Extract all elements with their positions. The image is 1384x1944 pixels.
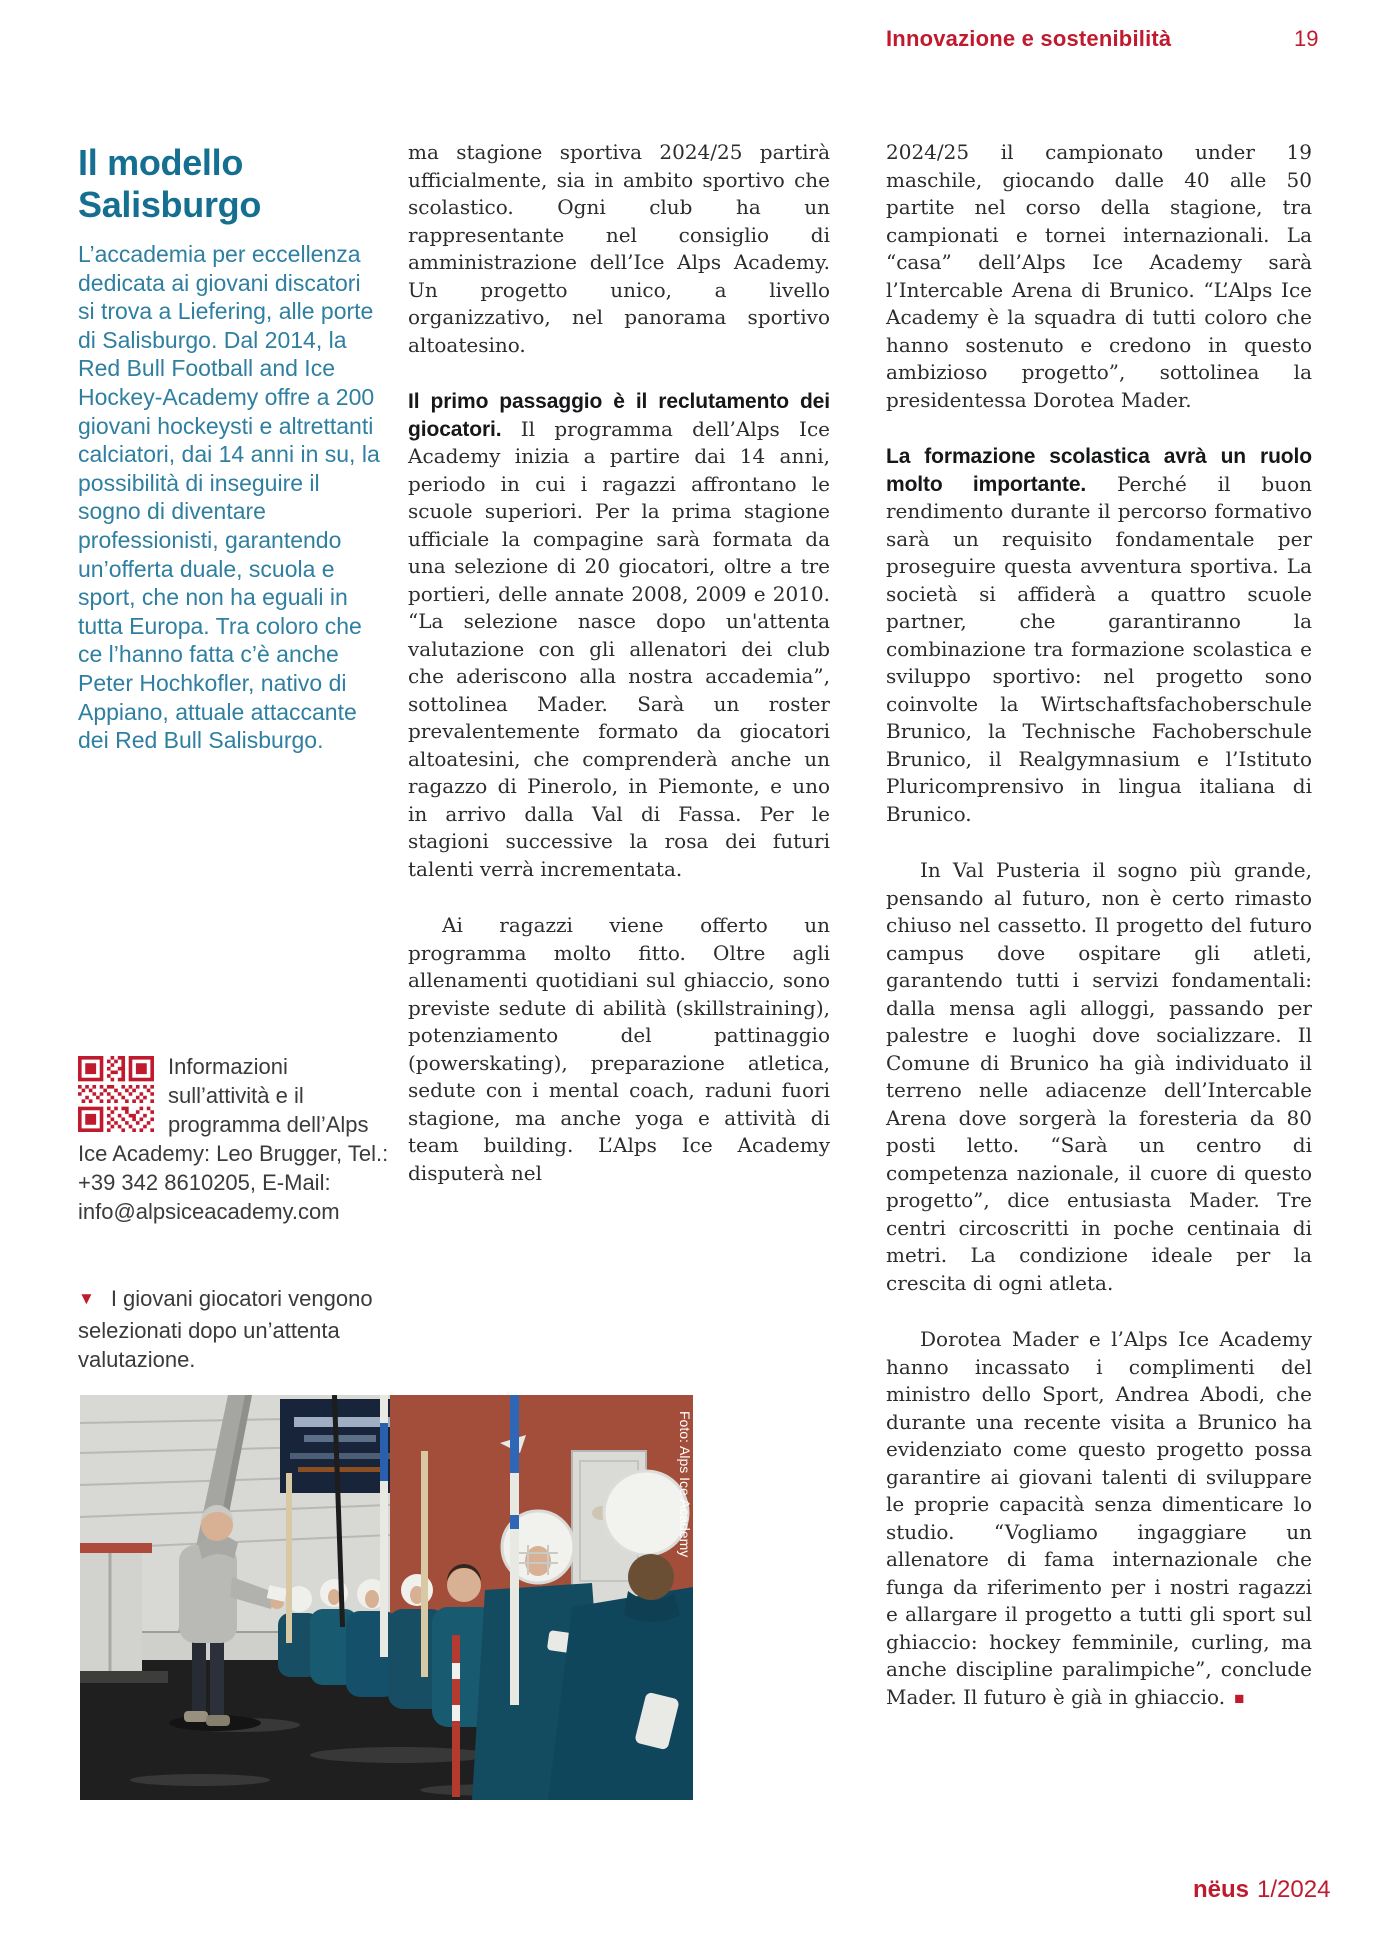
- column3-paragraph-4-text: Dorotea Mader e l’Alps Ice Academy hanno incassato i complimenti del ministro dello Sport, Andrea Abodi, che durante una recente visita a Brunico ha evidenziato come questo progetto possa garantire ai giovani talenti di sviluppare le proprie capacità senza dimenticare lo studio. “Vogliamo ingaggiare un allenatore di fama internazionale che funga da riferimento per i nostri ragazzi e allargare il progetto a tutti gli sport sul ghiaccio: hockey femminile, curling, ma anche discipline paralimpiche”, conclude Mader. Il futuro è già in ghiaccio.: [886, 1327, 1312, 1709]
- column3-paragraph-4: [886, 1326, 1312, 1712]
- article-end-mark: ■: [1234, 1688, 1245, 1708]
- info-box: [78, 1052, 390, 1226]
- column3-paragraph-3: In Val Pusteria il sogno più grande, pensando al futuro, non è certo rimasto chiuso nel cassetto. Il progetto del futuro campus dove ospitare gli atleti, garantendo tutti i servizi fondamentali: dalla mensa agli alloggi, passando per palestre e luoghi dove socializzare. Il Comune di Brunico ha già individuato il terreno nelle adiacenze dell’Intercable Arena dove sorgerà la foresteria da 80 posti letto. “Sarà un centro di competenza nazionale, il cuore di questo progetto”, dice entusiasta Mader. Tre centri circoscritti in poche centinaia di metri. La condizione ideale per la crescita di ogni atleta.: [886, 858, 1312, 1295]
- hockey-bench-illustration: [80, 1395, 693, 1800]
- caption-text: I giovani giocatori vengono selezionati dopo un’attenta valutazione.: [78, 1286, 373, 1372]
- body-column-3: [886, 139, 1312, 1712]
- qr-code-icon: [78, 1056, 154, 1132]
- page-footer: [1193, 1876, 1330, 1904]
- column3-paragraph-1: 2024/25 il campionato under 19 maschile, giocando dalle 40 alle 50 partite nel corso della stagione, tra campionati e tornei internazionali. La “casa” dell’Alps Ice Academy sarà l’Intercable Arena di Brunico. “L’Alps Ice Academy è la squadra di tutti coloro che hanno sostenuto e credono in questo ambizioso progetto”, sottolinea la presidentessa Dorotea Mader.: [886, 140, 1312, 412]
- column2-paragraph-1: ma stagione sportiva 2024/25 partirà ufficialmente, sia in ambito sportivo che scolastico. Ogni club ha un rappresentante nel consiglio di amministrazione dell’Ice Alps Academy. Un progetto unico, a livello organizzativo, nel panorama sportivo altoatesino.: [408, 140, 830, 357]
- body-column-2: [408, 139, 830, 1187]
- magazine-name: nëus: [1193, 1876, 1250, 1903]
- column2-paragraph-2: [408, 388, 830, 883]
- article-standfirst: L’accademia per eccellenza dedicata ai giovani discatori si trova a Liefering, alle porte di Salisburgo. Dal 2014, la Red Bull Football and Ice Hockey-Academy offre a 200 giovani hockeysti e altrettanti calciatori, dai 14 anni in su, la possibilità di inseguire il sogno di diventare professionisti, garantendo un’offerta duale, scuola e sport, che non ha eguali in tutta Europa. Tra coloro che ce l’hanno fatta c’è anche Peter Hochkofler, nativo di Appiano, attuale attaccante dei Red Bull Salisburgo.: [78, 241, 380, 754]
- column2-paragraph-2-text: Il programma dell’Alps Ice Academy inizia a partire dai 14 anni, periodo in cui i ragazzi affrontano le scuole superiori. Per la prima stagione ufficiale la compagine sarà formata da una selezione di 20 giocatori, oltre a tre portieri, delle annate 2008, 2009 e 2010. “La selezione nasce dopo un'attenta valutazione con gli allenatori dei club che aderiscono alla nostra accademia”, sottolinea Mader. Sarà un roster prevalentemente formato da giocatori altoatesini, che comprenderà anche un ragazzo di Pinerolo, in Piemonte, e uno in arrivo dalla Val di Fassa. Per le stagioni successive la rosa dei futuri talenti verrà incrementata.: [408, 416, 830, 881]
- photo-credit: Foto: Alps Ice Academy: [677, 1411, 693, 1558]
- column3-run-in-heading: La formazione scolastica avrà un ruolo molto importante.: [886, 445, 1312, 496]
- column3-paragraph-2: [886, 443, 1312, 828]
- article-photo: [80, 1395, 693, 1800]
- caption-triangle-icon: ▼: [78, 1289, 95, 1308]
- section-kicker: Innovazione e sostenibilità: [886, 26, 1172, 51]
- page-number: 19: [1294, 26, 1319, 51]
- photo-caption: [78, 1284, 378, 1375]
- column3-paragraph-2-text: Perché il buon rendimento durante il percorso formativo sarà un requisito fondamentale per proseguire questa avventura sportiva. La società si affiderà a quattro scuole partner, che garantiranno la combinazione tra formazione scolastica e sviluppo sportivo: nel progetto sono coinvolte la Wirtschaftsfachoberschule Brunico, la Technische Fachoberschule Brunico, il Realgymnasium e l’Istituto Pluricomprensivo in lingua italiana di Brunico.: [886, 471, 1312, 826]
- article-title: Il modello Salisburgo: [78, 142, 262, 225]
- info-box-text: Informazioni sull’attività e il programma dell’Alps Ice Academy: Leo Brugger, Tel.: +39 342 8610205, E-Mail: info@alpsiceacademy.com: [78, 1054, 389, 1224]
- column2-paragraph-3: Ai ragazzi viene offerto un programma molto fitto. Oltre agli allenamenti quotidiani sul ghiaccio, sono previste sedute di abilità (skillstraining), potenziamento del pattinaggio (powerskating), preparazione atletica, sedute con i mental coach, raduni fuori stagione, ma anche yoga e attività di team building. L’Alps Ice Academy disputerà nel: [408, 913, 830, 1185]
- column2-run-in-heading: Il primo passaggio è il reclutamento dei giocatori.: [408, 390, 830, 441]
- issue-number: 1/2024: [1257, 1876, 1331, 1903]
